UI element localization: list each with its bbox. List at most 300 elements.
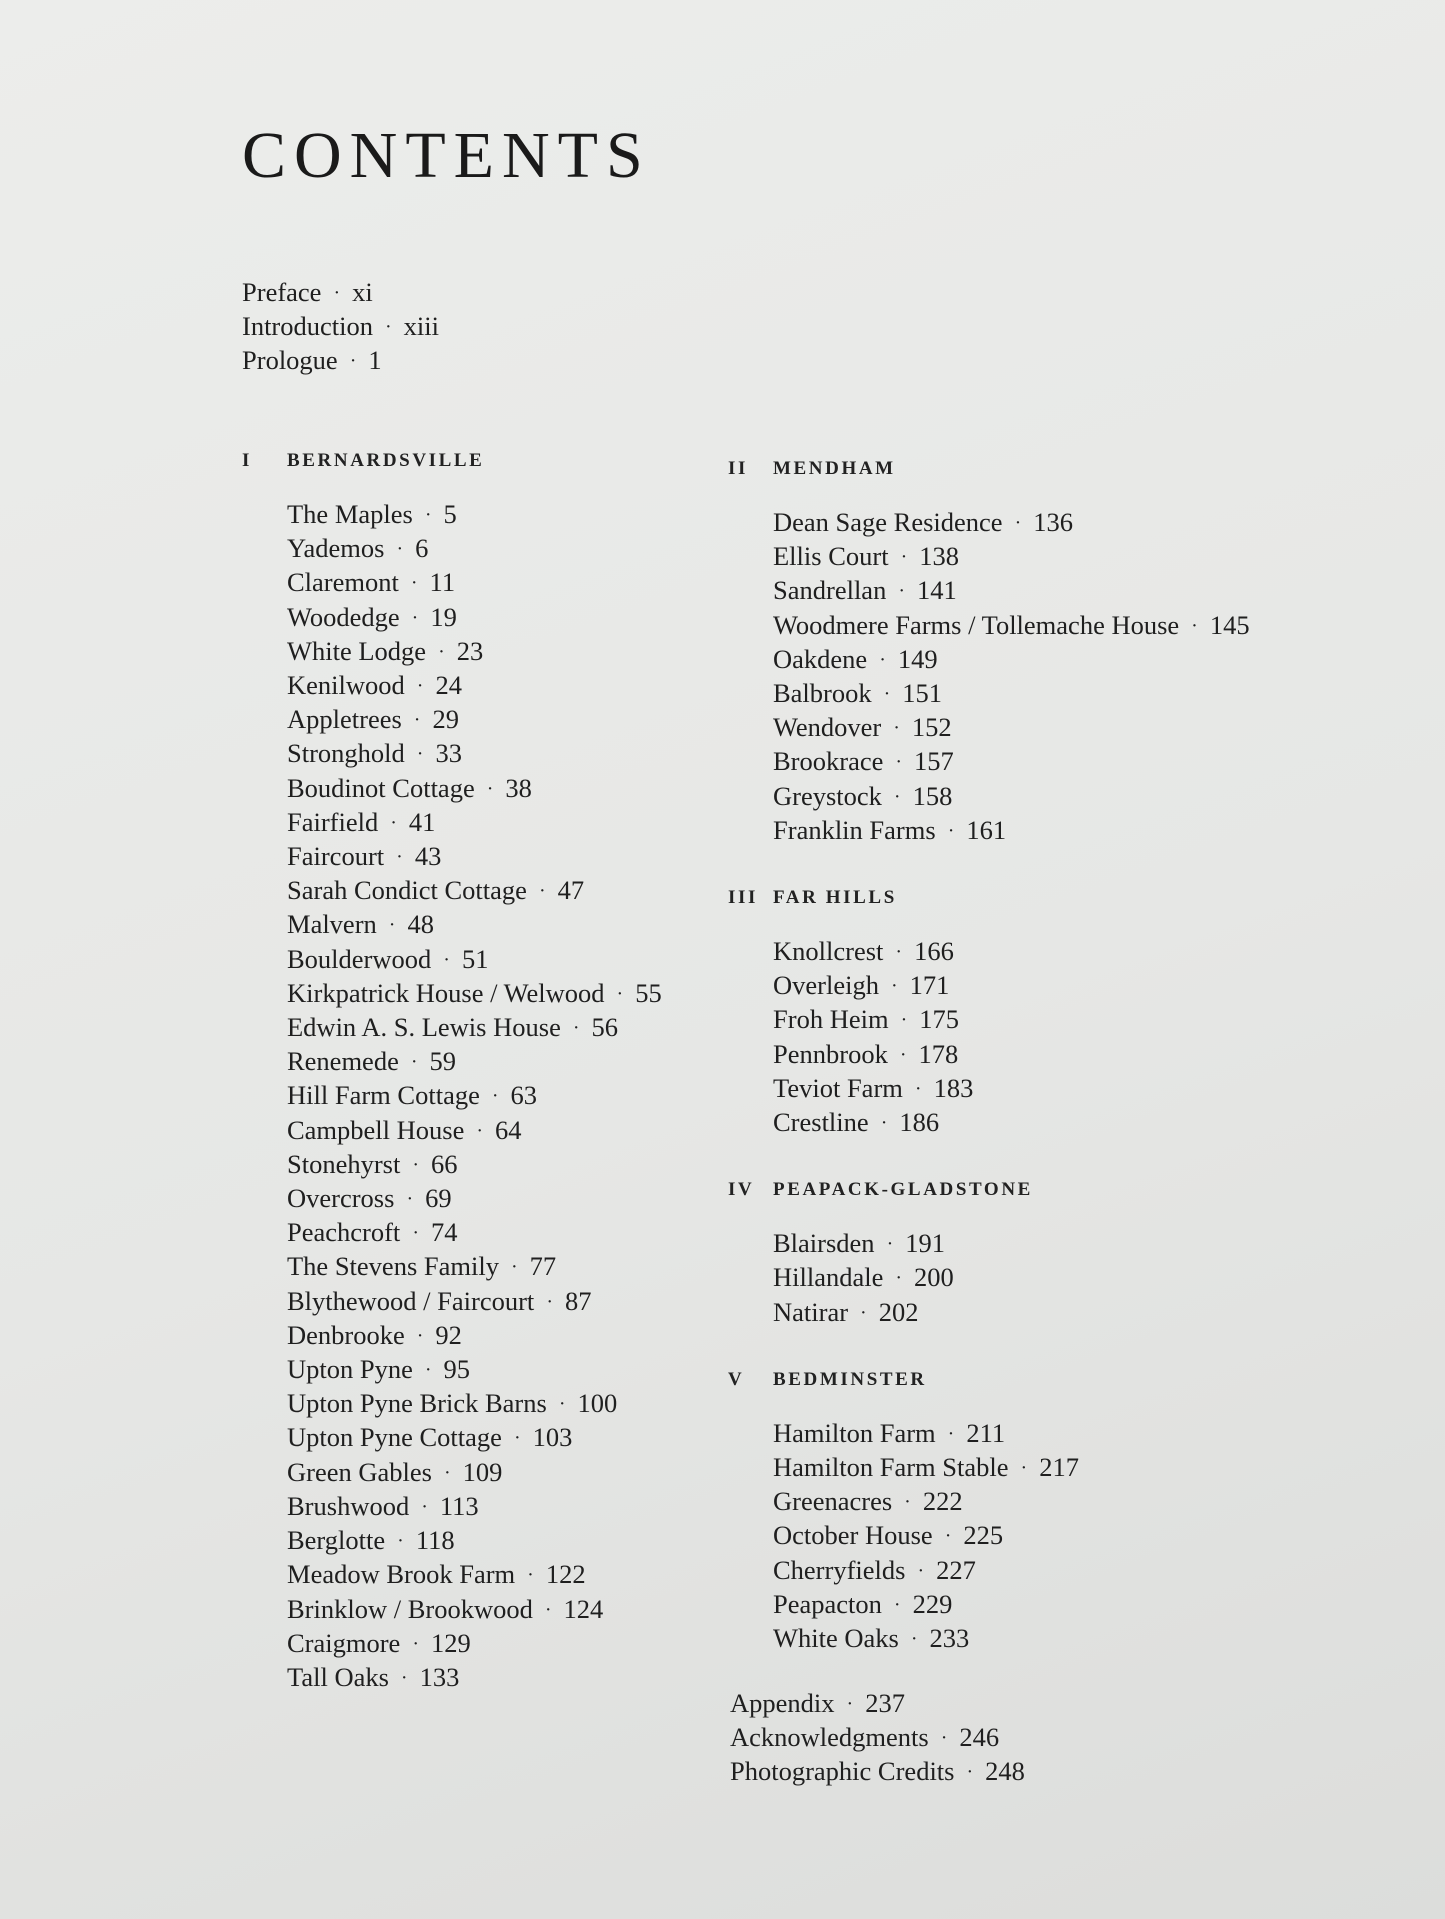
toc-entry: [287, 1524, 662, 1558]
page-number: 200: [914, 1262, 954, 1293]
separator-dot: ·: [944, 1525, 952, 1548]
toc-entry: [773, 1227, 1250, 1261]
entry-title: The Maples: [287, 499, 413, 529]
entry-title: White Lodge: [287, 635, 427, 666]
section-title: PEAPACK-GLADSTONE: [773, 1179, 1033, 1201]
toc-entry: [773, 1588, 1250, 1622]
page-number: 56: [591, 1012, 618, 1043]
toc-entry: [773, 540, 1250, 574]
toc-entry: [773, 1261, 1250, 1295]
section-title: BERNARDSVILLE: [287, 450, 485, 471]
page-number: 157: [914, 746, 954, 777]
page-number: 152: [911, 712, 952, 743]
separator-dot: ·: [917, 1559, 925, 1582]
page-number: 55: [635, 977, 662, 1008]
separator-dot: ·: [893, 785, 901, 808]
separator-dot: ·: [390, 811, 397, 834]
entry-title: Balbrook: [773, 678, 872, 709]
entry-title: Fairfield: [287, 806, 379, 837]
entry-title: Woodedge: [287, 601, 400, 632]
section-gap: [728, 1330, 1250, 1369]
separator-dot: ·: [527, 1564, 534, 1587]
page-number: 124: [563, 1593, 604, 1624]
entry-title: Hill Farm Cottage: [287, 1080, 480, 1111]
toc-entry: [287, 772, 662, 806]
toc-entry: [287, 1011, 662, 1045]
separator-dot: ·: [443, 948, 450, 971]
separator-dot: ·: [406, 1188, 414, 1211]
section-number: II: [728, 458, 748, 479]
toc-entry: [287, 635, 662, 669]
page-number: 118: [415, 1525, 455, 1556]
separator-dot: ·: [476, 1119, 484, 1142]
page-number: 5: [443, 499, 457, 529]
separator-dot: ·: [544, 1598, 552, 1621]
toc-entry: [287, 840, 662, 874]
page-number: 191: [905, 1228, 945, 1259]
entry-title: Pennbrook: [773, 1038, 888, 1069]
page-number: 77: [529, 1251, 557, 1282]
section-items: [728, 1417, 1250, 1656]
page-number: 19: [430, 601, 457, 632]
entry-title: Woodmere Farms / Tollemache House: [773, 609, 1180, 640]
toc-entry: [773, 643, 1250, 677]
toc-entry: [287, 1661, 662, 1695]
separator-dot: ·: [914, 1077, 922, 1100]
entry-title: Renemede: [287, 1046, 399, 1077]
separator-dot: ·: [558, 1393, 566, 1416]
toc-entry: [773, 1451, 1250, 1485]
toc-entry: [287, 1490, 662, 1524]
separator-dot: ·: [966, 1761, 974, 1784]
toc-entry: [773, 1106, 1250, 1140]
page-number: 1: [368, 345, 382, 376]
page-number: 141: [917, 575, 957, 606]
section-number: V: [728, 1368, 745, 1390]
section: [728, 1179, 1250, 1330]
separator-dot: ·: [396, 846, 403, 869]
entry-title: Hillandale: [773, 1262, 884, 1293]
page-number: 217: [1039, 1452, 1079, 1483]
separator-dot: ·: [895, 751, 903, 774]
page-number: 24: [435, 670, 462, 701]
page-number: 138: [919, 541, 959, 572]
toc-entry: [287, 806, 662, 840]
toc-entry: [287, 1114, 662, 1148]
entry-title: Edwin A. S. Lewis House: [287, 1012, 561, 1043]
entry-title: Craigmore: [287, 1627, 401, 1658]
page-number: 149: [897, 643, 938, 674]
page-number: xi: [352, 277, 373, 307]
separator-dot: ·: [947, 819, 955, 842]
separator-dot: ·: [880, 1112, 888, 1135]
toc-entry: [773, 574, 1250, 608]
separator-dot: ·: [886, 1233, 894, 1256]
separator-dot: ·: [491, 1085, 499, 1108]
section-items: [242, 498, 662, 1695]
separator-dot: ·: [898, 580, 905, 603]
page-number: 246: [959, 1722, 1000, 1753]
page-number: 113: [439, 1490, 479, 1521]
toc-entry: [773, 780, 1250, 814]
page-number: 225: [963, 1520, 1004, 1551]
separator-dot: ·: [860, 1301, 867, 1324]
separator-dot: ·: [421, 1495, 428, 1518]
page-number: 87: [564, 1285, 592, 1316]
section-title: MENDHAM: [773, 458, 896, 479]
page-number: 66: [431, 1148, 458, 1179]
page-number: 43: [414, 841, 442, 872]
separator-dot: ·: [616, 982, 624, 1005]
toc-entry: [773, 745, 1250, 779]
page-number: 59: [429, 1046, 457, 1077]
entry-title: Upton Pyne Brick Barns: [287, 1388, 547, 1419]
page-number: 129: [431, 1627, 471, 1658]
entry-title: Natirar: [773, 1296, 849, 1327]
entry-title: Greenacres: [773, 1486, 893, 1517]
toc-entry: [773, 609, 1250, 643]
separator-dot: ·: [904, 1491, 911, 1514]
page-number: 69: [425, 1183, 452, 1214]
toc-entry: [287, 943, 662, 977]
toc-entry: [773, 1485, 1250, 1519]
separator-dot: ·: [895, 1267, 903, 1290]
entry-title: Tall Oaks: [287, 1661, 389, 1692]
toc-entry: [773, 711, 1250, 745]
page-number: 133: [419, 1661, 460, 1692]
page-number: 64: [495, 1114, 522, 1145]
page-number: 11: [429, 567, 456, 598]
separator-dot: ·: [424, 1359, 432, 1382]
toc-entry: [287, 1285, 662, 1319]
entry-title: Appletrees: [287, 704, 402, 735]
entry-title: Kirkpatrick House / Welwood: [287, 977, 605, 1008]
separator-dot: ·: [385, 316, 392, 339]
toc-entry: [773, 1296, 1250, 1330]
page-number: 47: [557, 875, 585, 906]
entry-title: Malvern: [287, 909, 377, 940]
toc-entry: [287, 1353, 662, 1387]
section-items: [728, 1227, 1250, 1330]
section: [728, 1369, 1250, 1656]
back-matter-entry: [730, 1755, 1025, 1789]
entry-title: Yademos: [287, 533, 385, 564]
toc-entry: [287, 977, 662, 1011]
toc-entry: [287, 737, 662, 771]
separator-dot: ·: [333, 282, 341, 304]
page-number: 74: [430, 1217, 458, 1248]
separator-dot: ·: [572, 1017, 580, 1040]
front-matter-entry: [242, 276, 439, 310]
toc-entry: [287, 669, 662, 703]
toc-entry: [287, 532, 662, 566]
toc-entry: [773, 506, 1250, 540]
section: [728, 458, 1250, 848]
page-number: 171: [909, 970, 950, 1001]
separator-dot: ·: [947, 1422, 955, 1445]
separator-dot: ·: [538, 880, 546, 903]
entry-title: October House: [773, 1520, 933, 1551]
entry-title: Peapacton: [773, 1588, 882, 1619]
entry-title: Prologue: [242, 345, 338, 376]
toc-entry: [287, 1216, 662, 1250]
entry-title: Blairsden: [773, 1228, 875, 1259]
separator-dot: ·: [410, 572, 418, 595]
page-number: 23: [456, 635, 484, 666]
toc-entry: [287, 1593, 662, 1627]
separator-dot: ·: [396, 538, 404, 561]
page-title: CONTENTS: [242, 119, 651, 192]
toc-entry: [287, 1456, 662, 1490]
section-heading: [728, 1369, 1250, 1395]
entry-title: Hamilton Farm Stable: [773, 1452, 1009, 1483]
toc-entry: [287, 1250, 662, 1284]
page-number: 92: [435, 1319, 462, 1350]
page-number: 175: [919, 1004, 959, 1035]
separator-dot: ·: [1191, 614, 1198, 637]
entry-title: Blythewood / Faircourt: [287, 1285, 535, 1316]
entry-title: Denbrooke: [287, 1319, 405, 1350]
separator-dot: ·: [349, 350, 357, 373]
separator-dot: ·: [900, 1009, 908, 1032]
toc-entry: [773, 969, 1250, 1003]
entry-title: Appendix: [730, 1688, 835, 1718]
separator-dot: ·: [412, 1222, 419, 1245]
separator-dot: ·: [846, 1693, 854, 1715]
separator-dot: ·: [546, 1290, 553, 1313]
page-number: 202: [878, 1296, 919, 1327]
entry-title: Oakdene: [773, 643, 868, 674]
entry-title: Knollcrest: [773, 936, 884, 967]
entry-title: Campbell House: [287, 1114, 465, 1145]
page-number: 95: [443, 1354, 471, 1385]
toc-entry: [773, 1554, 1250, 1588]
separator-dot: ·: [416, 675, 424, 698]
entry-title: Preface: [242, 277, 322, 307]
toc-entry: [287, 908, 662, 942]
page-number: 103: [532, 1422, 573, 1453]
entry-title: Crestline: [773, 1107, 869, 1138]
toc-entry: [287, 1387, 662, 1421]
back-matter-entry: [730, 1721, 1025, 1755]
page-number: 33: [435, 738, 462, 769]
page-number: 63: [510, 1080, 538, 1111]
page-number: 161: [966, 814, 1007, 845]
toc-entry: [773, 1038, 1250, 1072]
entry-title: Claremont: [287, 567, 399, 598]
entry-title: Froh Heim: [773, 1004, 889, 1035]
section: [728, 887, 1250, 1140]
entry-title: Greystock: [773, 780, 882, 811]
page-number: 6: [415, 533, 429, 564]
toc-entry: [287, 1182, 662, 1216]
section-gap: [728, 1140, 1250, 1179]
separator-dot: ·: [486, 777, 494, 800]
entry-title: Ellis Court: [773, 541, 889, 572]
separator-dot: ·: [416, 1324, 424, 1347]
toc-entry: [287, 1079, 662, 1113]
toc-entry: [773, 1417, 1250, 1451]
entry-title: Cherryfields: [773, 1554, 906, 1585]
entry-title: Sarah Condict Cottage: [287, 875, 527, 906]
section-gap: [728, 848, 1250, 887]
separator-dot: ·: [411, 606, 419, 629]
entry-title: Peachcroft: [287, 1217, 401, 1248]
section-heading: [728, 458, 1250, 484]
page-number: 136: [1033, 507, 1073, 537]
page-number: 166: [914, 936, 954, 967]
section-heading: [728, 887, 1250, 913]
entry-title: Kenilwood: [287, 670, 405, 701]
entry-title: Overleigh: [773, 970, 879, 1001]
separator-dot: ·: [388, 914, 396, 937]
front-matter-entry: [242, 344, 439, 378]
entry-title: Brookrace: [773, 746, 884, 777]
page-number: 237: [865, 1688, 905, 1718]
entry-title: Green Gables: [287, 1456, 432, 1487]
section-heading: [242, 450, 662, 476]
entry-title: Brinklow / Brookwood: [287, 1593, 533, 1624]
page-number: 151: [902, 678, 943, 709]
entry-title: Photographic Credits: [730, 1756, 955, 1787]
page-number: 227: [936, 1554, 976, 1585]
entry-title: Boulderwood: [287, 943, 432, 974]
separator-dot: ·: [510, 1256, 518, 1279]
separator-dot: ·: [940, 1727, 948, 1750]
right-column: [728, 458, 1250, 1656]
left-column: [242, 450, 662, 1695]
separator-dot: ·: [899, 1043, 907, 1066]
entry-title: Upton Pyne: [287, 1354, 413, 1385]
entry-title: The Stevens Family: [287, 1251, 499, 1282]
separator-dot: ·: [1020, 1457, 1028, 1480]
entry-title: Introduction: [242, 311, 373, 342]
toc-entry: [287, 1045, 662, 1079]
separator-dot: ·: [412, 1632, 419, 1655]
section-number: I: [242, 450, 252, 471]
page-number: 41: [408, 806, 436, 837]
entry-title: Stronghold: [287, 738, 405, 769]
page-number: xiii: [403, 311, 440, 342]
entry-title: Meadow Brook Farm: [287, 1559, 516, 1590]
separator-dot: ·: [513, 1427, 521, 1450]
separator-dot: ·: [893, 717, 900, 740]
section-title: BEDMINSTER: [773, 1368, 927, 1390]
separator-dot: ·: [910, 1628, 918, 1651]
page-number: 109: [462, 1456, 503, 1487]
toc-entry: [773, 1519, 1250, 1553]
entry-title: Overcross: [287, 1183, 395, 1214]
page-number: 100: [577, 1388, 618, 1419]
page-number: 186: [899, 1107, 940, 1138]
section-heading: [728, 1179, 1250, 1205]
page-number: 178: [918, 1038, 959, 1069]
toc-entry: [287, 498, 662, 532]
entry-title: Brushwood: [287, 1490, 410, 1521]
toc-entry: [287, 601, 662, 635]
page-number: 122: [545, 1559, 586, 1590]
separator-dot: ·: [416, 743, 424, 766]
separator-dot: ·: [893, 1593, 901, 1616]
toc-entry: [287, 1421, 662, 1455]
page-number: 48: [407, 909, 434, 940]
page-number: 51: [461, 943, 489, 974]
page-number: 29: [432, 704, 459, 735]
separator-dot: ·: [879, 648, 886, 671]
separator-dot: ·: [890, 975, 898, 998]
toc-entry: [773, 677, 1250, 711]
separator-dot: ·: [424, 504, 432, 526]
back-matter-list: [730, 1687, 1025, 1790]
section-items: [728, 935, 1250, 1140]
page-number: 183: [933, 1072, 974, 1103]
page-number: 145: [1209, 609, 1250, 640]
back-matter-entry: [730, 1687, 1025, 1721]
page-number: 158: [912, 780, 953, 811]
separator-dot: ·: [883, 683, 891, 706]
section-number: IV: [728, 1179, 755, 1201]
entry-title: Dean Sage Residence: [773, 507, 1003, 537]
toc-entry: [773, 1003, 1250, 1037]
toc-entry: [287, 1319, 662, 1353]
separator-dot: ·: [413, 709, 421, 732]
separator-dot: ·: [443, 1461, 451, 1484]
separator-dot: ·: [1014, 512, 1022, 534]
toc-entry: [287, 703, 662, 737]
page-number: 38: [505, 772, 532, 803]
section-number: III: [728, 887, 758, 909]
page-number: 222: [922, 1486, 963, 1517]
page-number: 248: [985, 1756, 1025, 1787]
front-matter-list: [242, 276, 439, 379]
section: [242, 450, 662, 1695]
entry-title: Wendover: [773, 712, 882, 743]
entry-title: Hamilton Farm: [773, 1417, 936, 1448]
toc-entry: [773, 1072, 1250, 1106]
entry-title: White Oaks: [773, 1623, 899, 1654]
toc-entry: [287, 1627, 662, 1661]
toc-entry: [287, 566, 662, 600]
entry-title: Franklin Farms: [773, 814, 936, 845]
entry-title: Acknowledgments: [730, 1722, 929, 1753]
toc-entry: [287, 1148, 662, 1182]
separator-dot: ·: [438, 640, 445, 663]
toc-entry: [287, 874, 662, 908]
separator-dot: ·: [900, 546, 908, 569]
toc-entry: [287, 1558, 662, 1592]
page-number: 229: [912, 1588, 953, 1619]
toc-entry: [773, 814, 1250, 848]
toc-entry: [773, 1622, 1250, 1656]
page-number: 233: [929, 1623, 970, 1654]
separator-dot: ·: [397, 1530, 404, 1553]
entry-title: Teviot Farm: [773, 1072, 903, 1103]
toc-entry: [773, 935, 1250, 969]
separator-dot: ·: [410, 1051, 418, 1074]
entry-title: Faircourt: [287, 841, 385, 872]
entry-title: Boudinot Cottage: [287, 772, 475, 803]
page-number: 211: [966, 1417, 1006, 1448]
front-matter-entry: [242, 310, 439, 344]
entry-title: Stonehyrst: [287, 1148, 401, 1179]
separator-dot: ·: [400, 1666, 408, 1689]
section-items: [728, 506, 1250, 848]
entry-title: Berglotte: [287, 1525, 386, 1556]
separator-dot: ·: [895, 941, 903, 964]
separator-dot: ·: [412, 1153, 420, 1176]
entry-title: Upton Pyne Cottage: [287, 1422, 502, 1453]
entry-title: Sandrellan: [773, 575, 887, 606]
